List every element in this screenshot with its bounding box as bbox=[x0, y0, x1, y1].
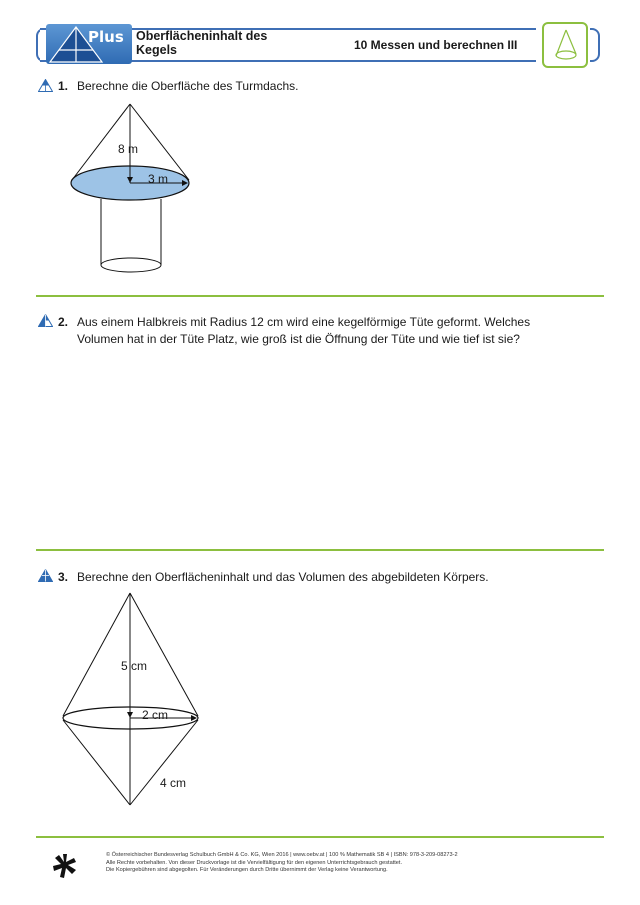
level-triangle-icon bbox=[38, 79, 53, 92]
task-2-line2: Volumen hat in der Tüte Platz, wie groß ist die Öffnung der Tüte und wie tief ist sie? bbox=[77, 332, 520, 346]
task-1-text: Berechne die Oberfläche des Turmdachs. bbox=[77, 79, 299, 93]
cone-icon-box bbox=[542, 22, 588, 68]
logo-text: Plus bbox=[88, 28, 124, 46]
divider bbox=[36, 836, 604, 838]
header-frame-right bbox=[590, 28, 600, 62]
radius-label: 2 cm bbox=[142, 708, 169, 722]
radius-label: 3 m bbox=[148, 172, 169, 186]
double-cone-diagram bbox=[55, 588, 215, 813]
task-3-number: 3. bbox=[58, 570, 69, 584]
task-2-text bbox=[77, 314, 530, 348]
height-label: 8 m bbox=[118, 142, 139, 156]
task-2-line1: Aus einem Halbkreis mit Radius 12 cm wird eine kegelförmige Tüte geformt. Welches bbox=[77, 315, 531, 329]
tower-roof-diagram bbox=[60, 100, 210, 280]
footer-line1: © Österreichischer Bundesverlag Schulbuch GmbH & Co. KG, Wien 2016 | www.oebv.at | 100 % Mathematik SB 4 | ISBN: 978-3-209-08273-2 bbox=[106, 852, 458, 858]
divider bbox=[36, 295, 604, 297]
lower-height-label: 4 cm bbox=[160, 776, 187, 790]
cone-icon bbox=[544, 24, 586, 66]
level-triangle-icon bbox=[38, 314, 53, 327]
footer-copyright bbox=[106, 852, 576, 875]
publisher-logo-icon bbox=[52, 853, 78, 879]
page-title-line1: Oberflächeninhalt des bbox=[136, 29, 268, 43]
page-title-line2: Kegels bbox=[136, 43, 177, 57]
upper-height-label: 5 cm bbox=[121, 659, 148, 673]
task-2-number: 2. bbox=[58, 315, 69, 329]
task-1-number: 1. bbox=[58, 79, 69, 93]
footer-line2: Alle Rechte vorbehalten. Von dieser Druckvorlage ist die Vervielfältigung für den eigenen Unterrichtsgebrauch gestattet. bbox=[106, 859, 403, 866]
divider bbox=[36, 549, 604, 551]
footer-line3: Die Kopiergebühren sind abgegolten. Für Veränderungen durch Dritte übernimmt der Verlag keine Verantwortung. bbox=[106, 867, 388, 873]
page-title bbox=[136, 29, 296, 57]
chapter-title: 10 Messen und berechnen III bbox=[354, 38, 518, 52]
level-triangle-icon bbox=[38, 569, 53, 582]
task-3-text: Berechne den Oberflächeninhalt und das Volumen des abgebildeten Körpers. bbox=[77, 570, 489, 584]
